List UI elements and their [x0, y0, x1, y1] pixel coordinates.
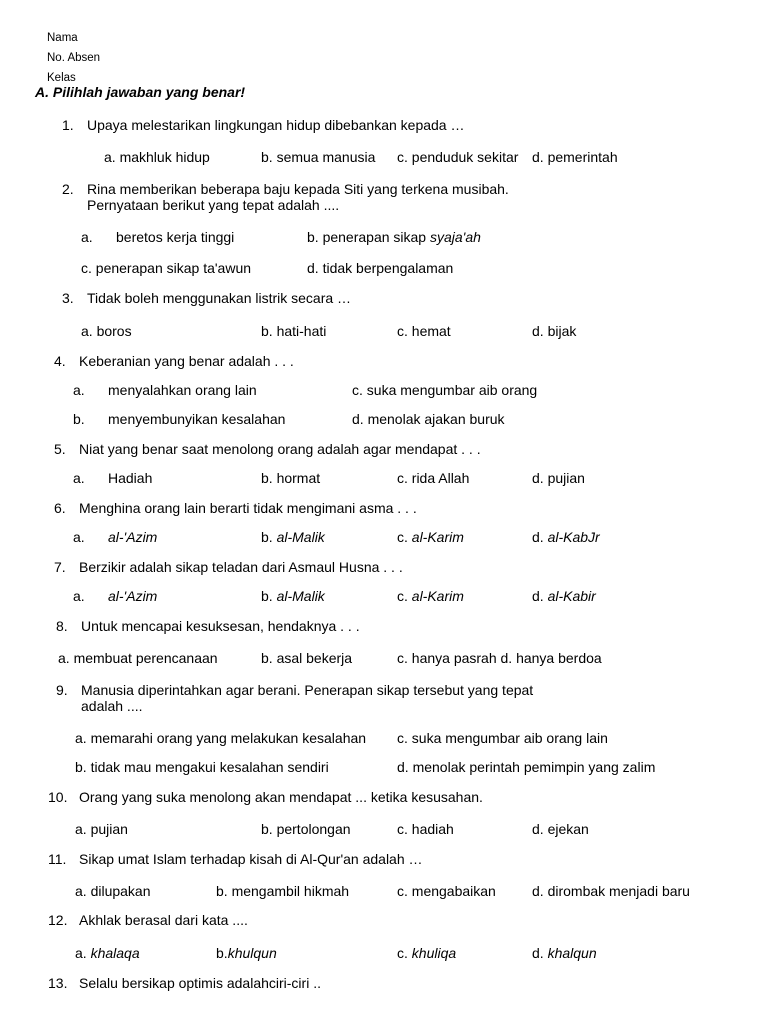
question-number: 9. — [56, 682, 68, 698]
question-text: Menghina orang lain berarti tidak mengimani asma . . . — [79, 500, 417, 516]
option-a: a. khalaqa — [75, 945, 140, 961]
option-d: d. ejekan — [532, 821, 589, 837]
option-c: c. suka mengumbar aib orang — [352, 382, 538, 398]
option-d: d. tidak berpengalaman — [307, 260, 454, 276]
question-number: 8. — [56, 618, 68, 634]
option-a-label: a. — [73, 529, 85, 545]
option-c: c. khuliqa — [397, 945, 457, 961]
question-text: Untuk mencapai kesuksesan, hendaknya . . . — [81, 618, 360, 634]
question-number: 1. — [62, 117, 74, 133]
option-a: al-'Azim — [108, 588, 158, 604]
label-no-absen: No. Absen — [47, 52, 101, 64]
option-d: d. al-Kabir — [532, 588, 596, 604]
question-number: 5. — [54, 441, 66, 457]
option-b: b. hati-hati — [261, 323, 327, 339]
option-a-label: a. — [73, 382, 85, 398]
option-a-label: a. — [73, 470, 85, 486]
option-a: a. makhluk hidup — [104, 149, 210, 165]
question-text-line2: adalah .... — [81, 698, 143, 714]
option-b: b. al-Malik — [261, 529, 325, 545]
question-number: 4. — [54, 353, 66, 369]
section-title: A. Pilihlah jawaban yang benar! — [35, 84, 246, 100]
question-text: Manusia diperintahkan agar berani. Penerapan sikap tersebut yang tepat — [81, 682, 534, 698]
option-a: menyalahkan orang lain — [108, 382, 257, 398]
option-c: c. hemat — [397, 323, 451, 339]
option-a: al-'Azim — [108, 529, 158, 545]
question-text: Upaya melestarikan lingkungan hidup dibebankan kepada … — [87, 117, 465, 133]
option-d: d. bijak — [532, 323, 577, 339]
option-b: b.khulqun — [216, 945, 277, 961]
option-b-label: b. — [73, 411, 85, 427]
option-a: a. membuat perencanaan — [58, 650, 218, 666]
question-text: Selalu bersikap optimis adalahciri-ciri .. — [79, 975, 321, 991]
option-a: beretos kerja tinggi — [116, 229, 235, 245]
question-text: Rina memberikan beberapa baju kepada Siti yang terkena musibah. — [87, 181, 509, 197]
option-d: d. pemerintah — [532, 149, 618, 165]
question-text-line2: Pernyataan berikut yang tepat adalah .... — [87, 197, 340, 213]
option-c: c. al-Karim — [397, 529, 464, 545]
option-b: b. semua manusia — [261, 149, 376, 165]
question-number: 13. — [48, 975, 68, 991]
label-nama: Nama — [47, 32, 78, 44]
question-text: Sikap umat Islam terhadap kisah di Al-Qur'an adalah … — [79, 851, 423, 867]
option-c: c. penerapan sikap ta'awun — [81, 260, 252, 276]
option-d: d. menolak perintah pemimpin yang zalim — [397, 759, 656, 775]
option-b: b. pertolongan — [261, 821, 351, 837]
question-number: 3. — [62, 290, 74, 306]
question-text: Keberanian yang benar adalah . . . — [79, 353, 294, 369]
option-c: c. al-Karim — [397, 588, 464, 604]
question-text: Tidak boleh menggunakan listrik secara … — [87, 290, 352, 306]
option-a: a. dilupakan — [75, 883, 151, 899]
label-kelas: Kelas — [47, 72, 76, 84]
option-a: a. boros — [81, 323, 132, 339]
question-number: 12. — [48, 912, 68, 928]
option-c: c. rida Allah — [397, 470, 470, 486]
option-d: d. pujian — [532, 470, 585, 486]
option-d: d. al-KabJr — [532, 529, 600, 545]
question-number: 6. — [54, 500, 66, 516]
question-number: 2. — [62, 181, 74, 197]
option-b: b. asal bekerja — [261, 650, 353, 666]
option-a: Hadiah — [108, 470, 153, 486]
option-b: b. mengambil hikmah — [216, 883, 350, 899]
option-a-label: a. — [73, 588, 85, 604]
question-number: 10. — [48, 789, 68, 805]
option-b: b. al-Malik — [261, 588, 325, 604]
question-text: Niat yang benar saat menolong orang adalah agar mendapat . . . — [79, 441, 481, 457]
question-text: Berzikir adalah sikap teladan dari Asmaul Husna . . . — [79, 559, 403, 575]
option-c-d: c. hanya pasrah d. hanya berdoa — [397, 650, 602, 666]
question-number: 11. — [48, 851, 67, 867]
option-c: c. hadiah — [397, 821, 454, 837]
option-a-label: a. — [81, 229, 93, 245]
option-a: a. pujian — [75, 821, 128, 837]
option-b: menyembunyikan kesalahan — [108, 411, 286, 427]
option-c: c. penduduk sekitar — [397, 149, 519, 165]
option-c: c. mengabaikan — [397, 883, 496, 899]
option-d: d. khalqun — [532, 945, 597, 961]
option-b: b. hormat — [261, 470, 321, 486]
question-text: Akhlak berasal dari kata .... — [79, 912, 248, 928]
option-d: d. menolak ajakan buruk — [352, 411, 505, 427]
option-d: d. dirombak menjadi baru — [532, 883, 690, 899]
option-b: b. tidak mau mengakui kesalahan sendiri — [75, 759, 329, 775]
option-c: c. suka mengumbar aib orang lain — [397, 730, 608, 746]
option-a: a. memarahi orang yang melakukan kesalahan — [75, 730, 367, 746]
question-text: Orang yang suka menolong akan mendapat ... ketika kesusahan. — [79, 789, 483, 805]
question-number: 7. — [54, 559, 66, 575]
option-b: b. penerapan sikap syaja'ah — [307, 229, 481, 245]
